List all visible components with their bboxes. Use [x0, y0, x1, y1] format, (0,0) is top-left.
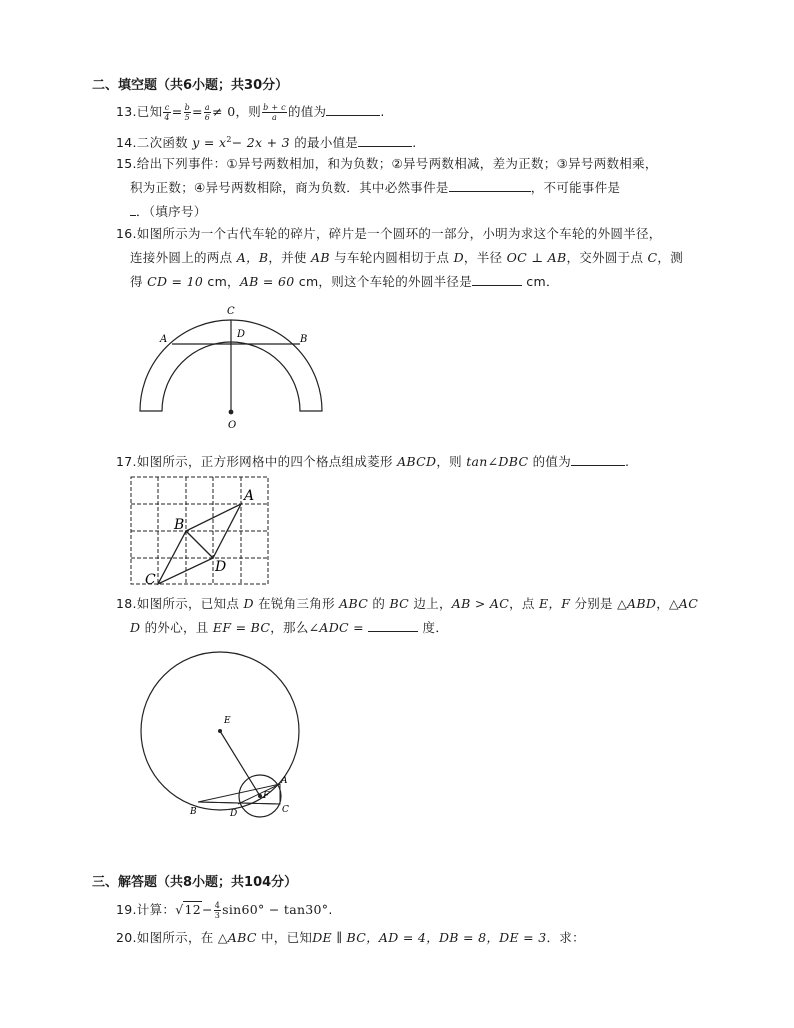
- label-o: O: [228, 420, 237, 430]
- question-number: 16.: [116, 226, 137, 241]
- center-point-o: [229, 410, 234, 415]
- question-17: 17.如图所示，正方形网格中的四个格点组成菱形 ABCD，则 tan∠DBC 的值为 .: [116, 454, 630, 469]
- question-16: 16.如图所示为一个古代车轮的碎片，碎片是一个圆环的一部分，小明为求这个车轮的外圆半径， 连接外圆上的两点 A，B，并使 AB 与车轮内圆相切于点 D，半径 OC ⊥ AB，交外圆于点 C，测 得 CD = 10 cm，AB = 60 cm，则这个车轮的外圆半径是 cm．: [116, 226, 684, 289]
- wheel-fragment-figure: [136, 300, 336, 430]
- question-number: 17.: [116, 454, 137, 469]
- question-13: 13.已知 $\frac{c}{4}$ = $\frac{b}{5}$ = $\frac{a}{6}$ ≠ 0，则 $\frac{b + c}{a}$ 的值为 .: [116, 103, 385, 122]
- segment-ef: [220, 731, 260, 796]
- question-19: 19.计算：√12− $\frac{4}{3}$ sin60° − tan30°.: [116, 901, 333, 920]
- circumcircle-figure: [136, 640, 306, 840]
- question-number: 19.: [116, 902, 137, 917]
- grid-rhombus-figure: [128, 474, 278, 586]
- answer-blank[interactable]: [571, 453, 625, 466]
- label-b: B: [300, 334, 308, 345]
- point-e: [218, 729, 222, 733]
- label-d: D: [215, 559, 227, 575]
- label-d: D: [237, 329, 246, 340]
- question-number: 15.: [116, 156, 137, 171]
- label-a: A: [244, 488, 255, 504]
- question-18: 18.如图所示，已知点 D 在锐角三角形 ABC 的 BC 边上，AB > AC，点 E，F 分别是 △ABD，△AC D 的外心，且 EF = BC，那么∠ADC = 度．: [116, 596, 699, 635]
- section-title-answer: 三、解答题（共8小题；共104分）: [92, 875, 298, 890]
- label-d: D: [230, 809, 238, 819]
- answer-blank[interactable]: [326, 103, 380, 116]
- diagonal-bd: [186, 531, 213, 558]
- question-15: 15.给出下列事件：①异号两数相加，和为负数；②异号两数相减，差为正数；③异号两数相乘， 积为正数；④异号两数相除，商为负数．其中必然事件是 ，不可能事件是 ．（填序号）: [116, 156, 658, 219]
- label-a: A: [281, 776, 288, 786]
- label-e: E: [224, 716, 231, 726]
- question-number: 14.: [116, 135, 137, 151]
- label-b: B: [190, 807, 197, 817]
- label-c: C: [282, 805, 289, 815]
- answer-blank[interactable]: [368, 619, 418, 632]
- label-a: A: [160, 334, 168, 345]
- answer-blank-certain[interactable]: [449, 179, 531, 192]
- question-14: 14.二次函数 $y = x^2- 2x + 3$ 的最小值是 .: [116, 135, 417, 151]
- answer-blank[interactable]: [358, 134, 412, 147]
- label-c: C: [227, 306, 235, 317]
- answer-blank[interactable]: [472, 273, 522, 286]
- point-f: [258, 794, 262, 798]
- question-number: 18.: [116, 596, 137, 611]
- question-number: 20.: [116, 930, 137, 945]
- question-20: 20.如图所示，在 △ABC 中，已知DE ∥ BC，AD = 4，DB = 8，DE = 3．求：: [116, 930, 585, 945]
- question-number: 13.: [116, 104, 137, 119]
- label-b: B: [174, 517, 185, 533]
- label-f: F: [263, 791, 270, 801]
- section-title-fill-in: 二、填空题（共6小题；共30分）: [92, 78, 289, 93]
- label-c: C: [145, 572, 156, 586]
